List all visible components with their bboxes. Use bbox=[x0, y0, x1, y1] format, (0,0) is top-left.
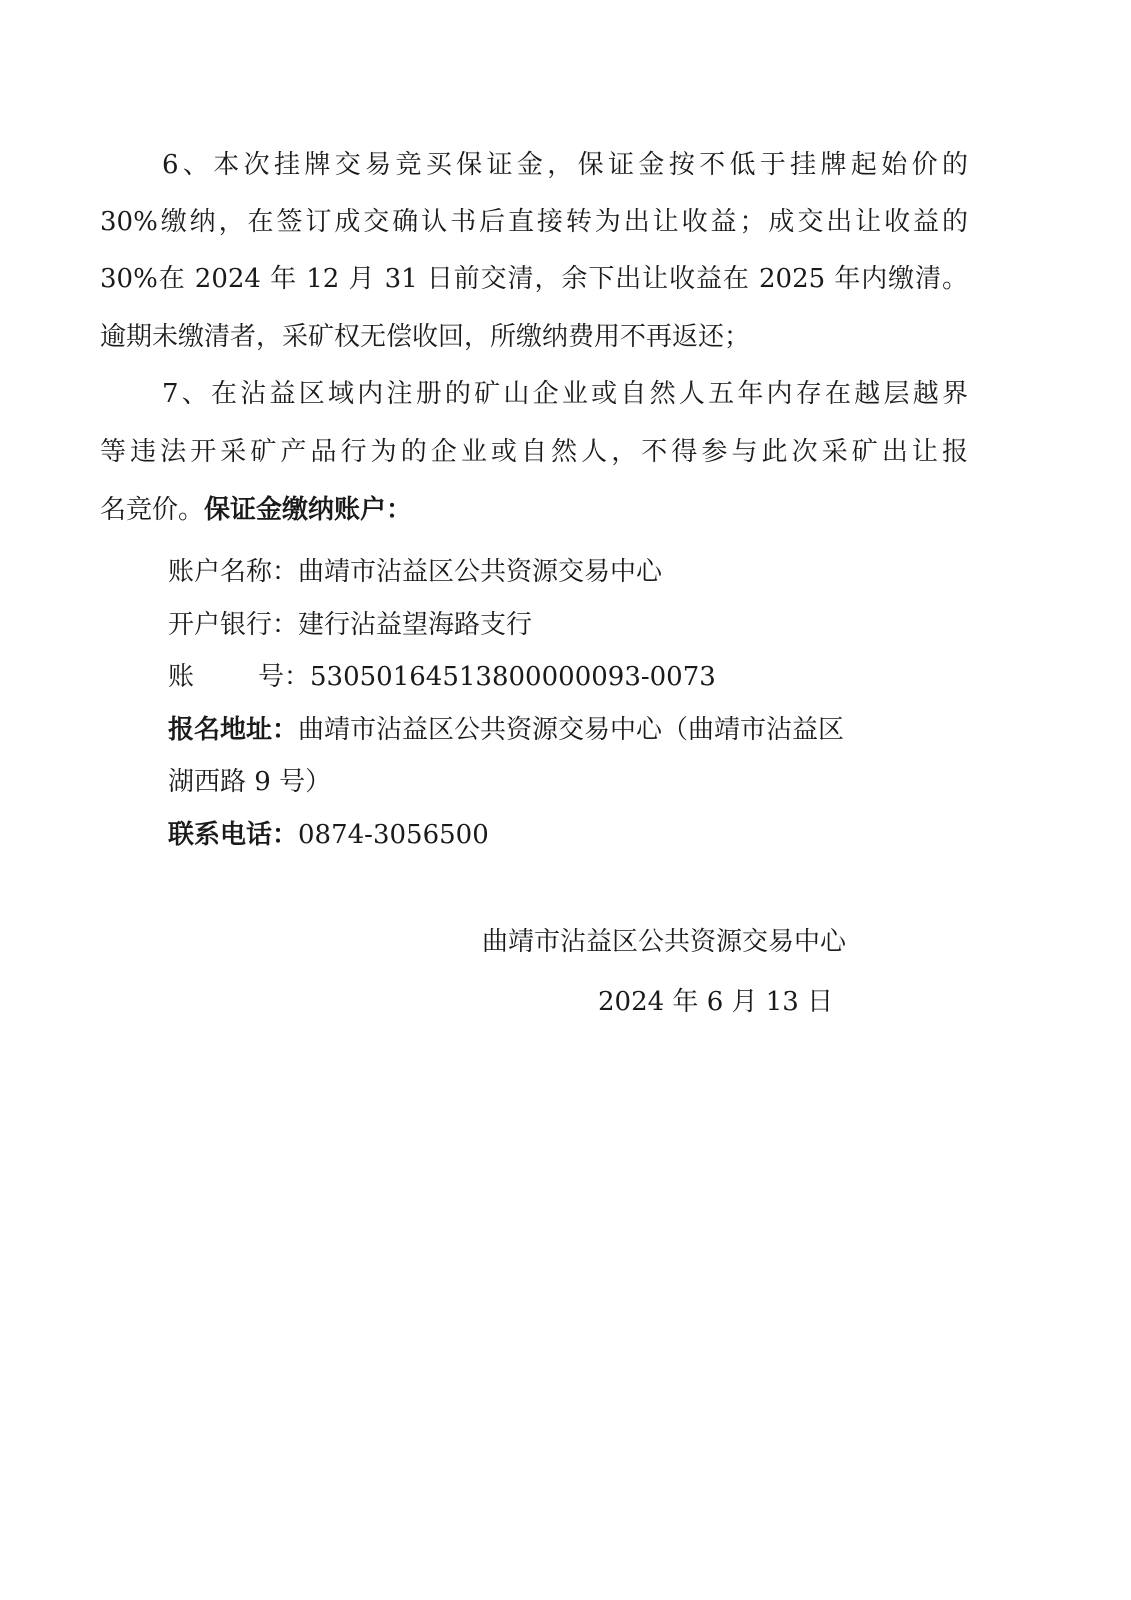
account-number-label-2: 号： bbox=[258, 662, 311, 692]
paragraph-6-line-1: 6、本次挂牌交易竞买保证金，保证金按不低于挂牌起始价的 bbox=[162, 150, 968, 180]
paragraph-6-line-2: 30%缴纳，在签订成交确认书后直接转为出让收益；成交出让收益的 bbox=[100, 207, 968, 237]
account-name-label: 账户名称： bbox=[168, 557, 299, 587]
contact-label: 联系电话： bbox=[168, 820, 299, 850]
bank-value: 建行沾益望海路支行 bbox=[298, 610, 533, 640]
signature-organization: 曲靖市沾益区公共资源交易中心 bbox=[482, 927, 847, 957]
account-number-label-1: 账 bbox=[168, 662, 195, 692]
paragraph-7-line-2: 等违法开采矿产品行为的企业或自然人，不得参与此次采矿出让报 bbox=[100, 437, 968, 467]
contact-value: 0874-3056500 bbox=[298, 820, 489, 850]
account-number-value: 53050164513800000093-0073 bbox=[310, 662, 716, 692]
bank-row bbox=[168, 608, 532, 642]
paragraph-7-line-3-text: 名竞价。 bbox=[100, 495, 205, 525]
registration-value-line-1: 曲靖市沾益区公共资源交易中心（曲靖市沾益区 bbox=[298, 715, 845, 745]
account-name-value: 曲靖市沾益区公共资源交易中心 bbox=[298, 557, 663, 587]
registration-row bbox=[168, 713, 844, 747]
paragraph-7-line-3 bbox=[100, 493, 412, 527]
signature-date: 2024 年 6 月 13 日 bbox=[598, 987, 834, 1017]
deposit-account-heading: 保证金缴纳账户： bbox=[204, 495, 413, 525]
paragraph-7-line-1: 7、在沾益区域内注册的矿山企业或自然人五年内存在越层越界 bbox=[162, 379, 968, 409]
paragraph-6-line-3: 30%在 2024 年 12 月 31 日前交清，余下出让收益在 2025 年内缴清。 bbox=[100, 264, 968, 294]
paragraph-6-line-4: 逾期未缴清者，采矿权无偿收回，所缴纳费用不再返还； bbox=[100, 322, 751, 352]
account-number-row bbox=[168, 660, 716, 694]
registration-label: 报名地址： bbox=[168, 715, 299, 745]
contact-row bbox=[168, 818, 489, 852]
bank-label: 开户银行： bbox=[168, 610, 299, 640]
registration-value-line-2: 湖西路 9 号） bbox=[168, 767, 332, 797]
account-name-row bbox=[168, 555, 662, 589]
